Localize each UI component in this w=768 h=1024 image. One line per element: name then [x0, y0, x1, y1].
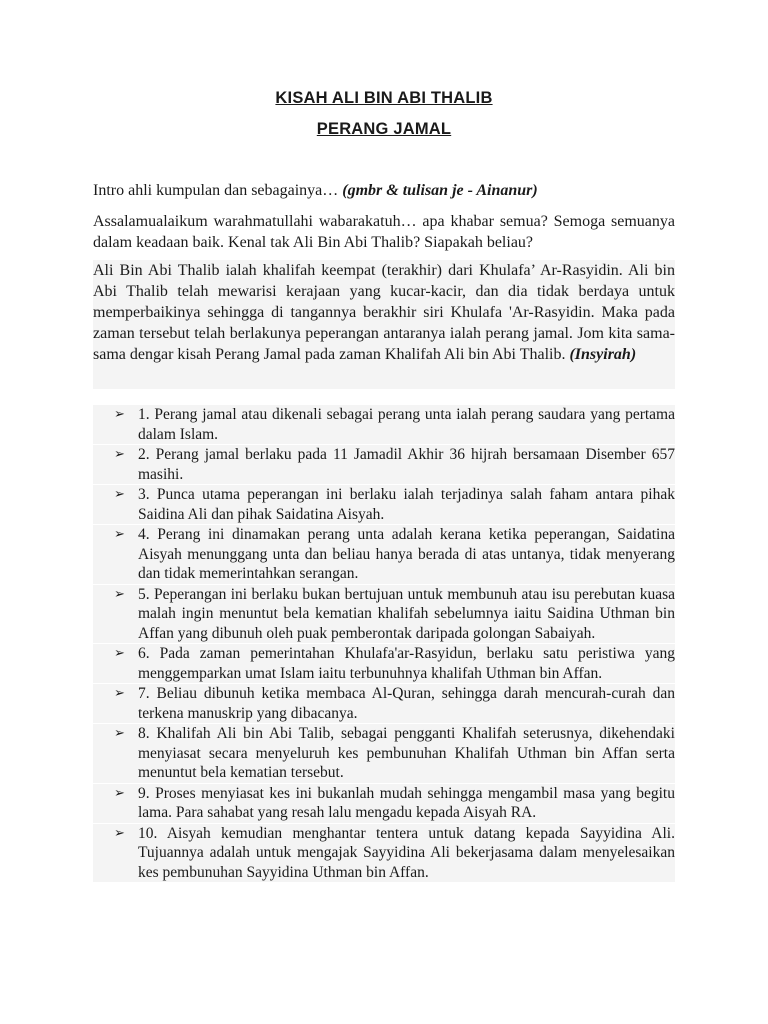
facts-list — [93, 405, 675, 883]
list-item — [93, 525, 675, 584]
list-item — [93, 405, 675, 444]
arrow-bullet-icon: ➢ — [114, 487, 125, 502]
arrow-bullet-icon: ➢ — [114, 646, 125, 661]
list-item-text: 7. Beliau dibunuh ketika membaca Al-Quran, sehingga darah mencurah-curah dan terkena manuskrip yang dibacanya. — [138, 685, 675, 722]
list-item-text: 4. Perang ini dinamakan perang unta adalah kerana ketika peperangan, Saidatina Aisyah menunggang unta dan beliau hanya berada di atas untanya, tidak menyerang dan tidak memerintahkan serangan. — [138, 526, 675, 582]
intro-credit: (gmbr & tulisan je - Ainanur) — [342, 182, 538, 199]
background-credit: (Insyirah) — [569, 346, 637, 363]
list-item-text: 8. Khalifah Ali bin Abi Talib, sebagai pengganti Khalifah seterusnya, dikehendaki menyiasat secara menyeluruh kes pembunuhan Khalifah Uthman bin Affan serta menuntut bela kematian tersebut. — [138, 725, 675, 781]
arrow-bullet-icon: ➢ — [114, 686, 125, 701]
arrow-bullet-icon: ➢ — [114, 785, 125, 801]
list-item-text: 5. Peperangan ini berlaku bukan bertujuan untuk membunuh atau isu perebutan kuasa malah ingin menuntut bela kematian khalifah sebelumnya iaitu Saidina Uthman bin Affan yang dibunuh oleh puak pemberontak daripada golongan Sabaiyah. — [138, 585, 675, 642]
document-subtitle: PERANG JAMAL — [316, 120, 452, 138]
greeting-paragraph: Assalamualaikum warahmatullahi wabarakatuh… apa khabar semua? Semoga semuanya dalam keadaan baik. Kenal tak Ali Bin Abi Thalib? Siapakah beliau? — [93, 213, 675, 251]
background-paragraph — [93, 260, 675, 389]
document-title: KISAH ALI BIN ABI THALIB — [275, 89, 493, 107]
list-item — [93, 824, 675, 883]
list-item-text: 10. Aisyah kemudian menghantar tentera untuk datang kepada Sayyidina Ali. Tujuannya adalah untuk mengajak Sayyidina Ali bekerjasama dalam menyelesaikan kes pembunuhan Sayyidina Uthman bin Affan. — [138, 824, 675, 881]
list-item-text: 2. Perang jamal berlaku pada 11 Jamadil Akhir 36 hijrah bersamaan Disember 657 masihi. — [138, 446, 675, 483]
list-item — [93, 684, 675, 723]
list-item-text: 1. Perang jamal atau dikenali sebagai perang unta ialah perang saudara yang pertama dalam Islam. — [138, 406, 675, 443]
arrow-bullet-icon: ➢ — [114, 825, 125, 841]
list-item — [93, 485, 675, 524]
list-item — [93, 644, 675, 683]
intro-text: Intro ahli kumpulan dan sebagainya… — [93, 182, 343, 199]
arrow-bullet-icon: ➢ — [114, 407, 125, 422]
arrow-bullet-icon: ➢ — [114, 447, 125, 462]
list-item-text: 3. Punca utama peperangan ini berlaku ialah terjadinya salah faham antara pihak Saidina Ali dan pihak Saidatina Aisyah. — [138, 486, 675, 523]
arrow-bullet-icon: ➢ — [114, 586, 125, 602]
list-item — [93, 585, 675, 644]
list-item — [93, 724, 675, 783]
list-item — [93, 445, 675, 484]
list-item — [93, 784, 675, 823]
list-item-text: 9. Proses menyiasat kes ini bukanlah mudah sehingga mengambil masa yang begitu lama. Para sahabat yang resah lalu mengadu kepada Aisyah RA. — [138, 784, 675, 821]
background-text: Ali Bin Abi Thalib ialah khalifah keempat (terakhir) dari Khulafa’ Ar-Rasyidin. Ali bin Abi Thalib telah mewarisi kerajaan yang kucar-kacir, dan dia tidak berdaya untuk memperbaikinya sehingga di tangannya berakhir siri Khulafa 'Ar-Rasyidin. Maka pada zaman tersebut telah berlakunya peperangan antaranya ialah perang jamal. Jom kita sama-sama dengar kisah Perang Jamal pada zaman Khalifah Ali bin Abi Thalib. — [93, 262, 675, 363]
list-item-text: 6. Pada zaman pemerintahan Khulafa'ar-Rasyidun, berlaku satu peristiwa yang menggemparkan umat Islam iaitu terbunuhnya khalifah Uthman bin Affan. — [138, 645, 675, 682]
arrow-bullet-icon: ➢ — [114, 527, 125, 542]
arrow-bullet-icon: ➢ — [114, 726, 125, 741]
intro-paragraph — [93, 180, 675, 201]
